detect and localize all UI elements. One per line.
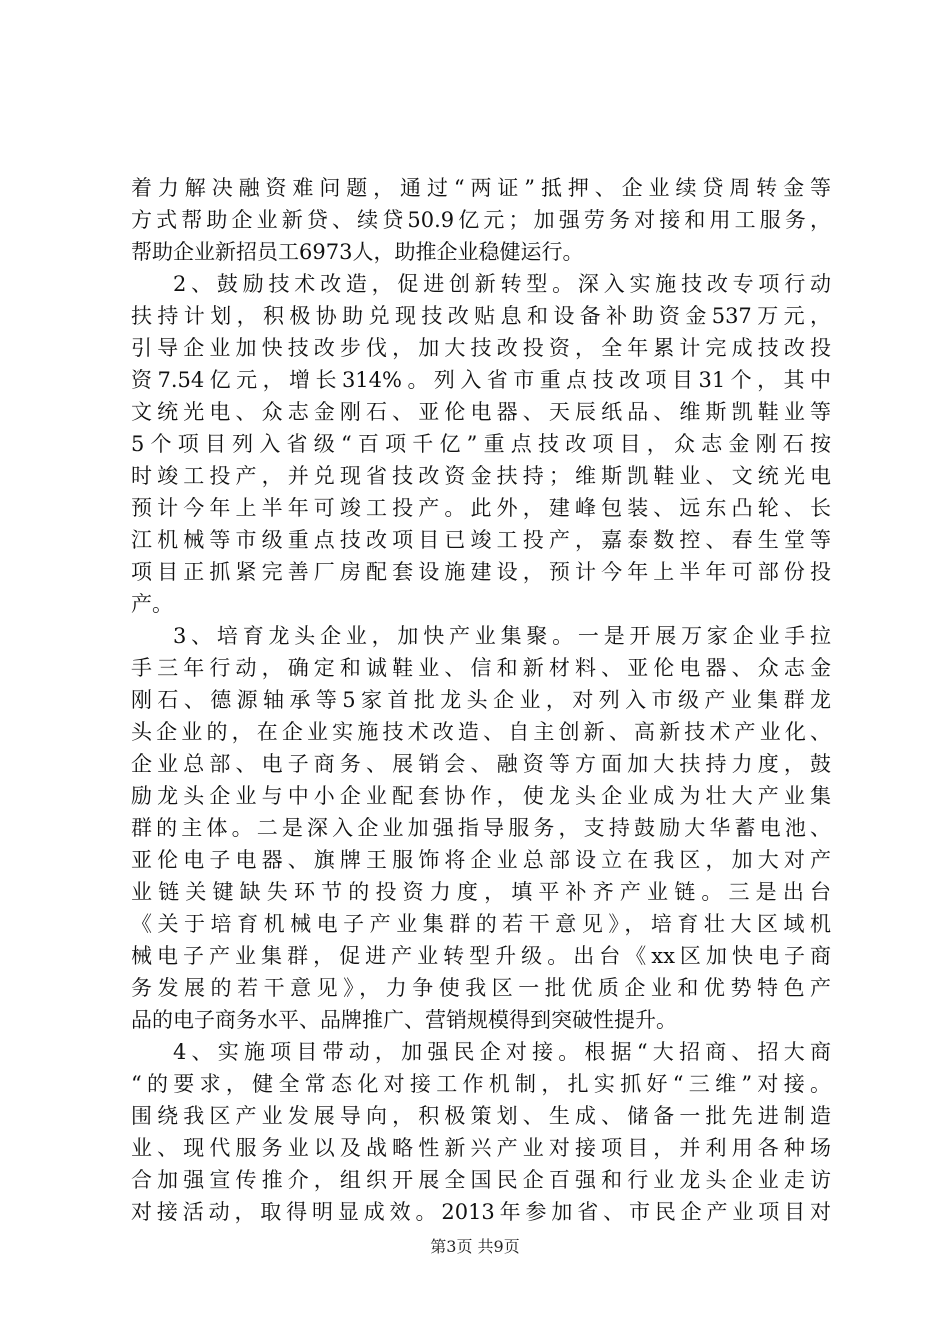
text-line: 着力解决融资难问题，通过“两证”抵押、企业续贷周转金等 <box>131 176 831 200</box>
text-line: 群的主体。二是深入企业加强指导服务，支持鼓励大华蓄电池、 <box>131 816 831 840</box>
text-line: 扶持计划，积极协助兑现技改贴息和设备补助资金537万元， <box>131 304 831 328</box>
page-number-label: 第3页 共9页 <box>430 1237 520 1256</box>
text-line: 亚伦电子电器、旗牌王服饰将企业总部设立在我区，加大对产 <box>131 848 831 872</box>
document-body <box>131 172 831 1228</box>
text-line: 械电子产业集群，促进产业转型升级。出台《xx区加快电子商 <box>131 944 831 968</box>
paragraph-4-first-line: 4、实施项目带动，加强民企对接。根据“大招商、招大商 <box>173 1040 831 1064</box>
text-line: 品的电子商务水平、品牌推广、营销规模得到突破性提升。 <box>131 1008 677 1032</box>
text-line: 头企业的，在企业实施技术改造、自主创新、高新技术产业化、 <box>131 720 831 744</box>
text-line: 业链关键缺失环节的投资力度，填平补齐产业链。三是出台 <box>131 880 831 904</box>
text-line: “的要求，健全常态化对接工作机制，扎实抓好“三维”对接。 <box>131 1072 831 1096</box>
text-line: 帮助企业新招员工6973人，助推企业稳健运行。 <box>131 240 584 264</box>
text-line: 5个项目列入省级“百项千亿”重点技改项目，众志金刚石按 <box>131 432 831 456</box>
text-line: 预计今年上半年可竣工投产。此外，建峰包装、远东凸轮、长 <box>131 496 831 520</box>
text-line: 产。 <box>131 592 173 616</box>
text-line: 文统光电、众志金刚石、亚伦电器、天辰纸品、维斯凯鞋业等 <box>131 400 831 424</box>
text-line: 励龙头企业与中小企业配套协作，使龙头企业成为壮大产业集 <box>131 784 831 808</box>
text-line: 合加强宣传推介，组织开展全国民企百强和行业龙头企业走访 <box>131 1168 831 1192</box>
text-line: 手三年行动，确定和诚鞋业、信和新材料、亚伦电器、众志金 <box>131 656 831 680</box>
text-line: 《关于培育机械电子产业集群的若干意见》，培育壮大区域机 <box>131 912 831 936</box>
text-line: 对接活动，取得明显成效。2013年参加省、市民企产业项目对 <box>131 1200 831 1224</box>
text-line: 项目正抓紧完善厂房配套设施建设，预计今年上半年可部份投 <box>131 560 831 584</box>
paragraph-2-first-line: 2、鼓励技术改造，促进创新转型。深入实施技改专项行动 <box>173 272 831 296</box>
text-line: 企业总部、电子商务、展销会、融资等方面加大扶持力度，鼓 <box>131 752 831 776</box>
text-line: 围绕我区产业发展导向，积极策划、生成、储备一批先进制造 <box>131 1104 831 1128</box>
text-line: 业、现代服务业以及战略性新兴产业对接项目，并利用各种场 <box>131 1136 831 1160</box>
text-line: 资7.54亿元，增长314%。列入省市重点技改项目31个，其中 <box>131 368 831 392</box>
text-line: 务发展的若干意见》，力争使我区一批优质企业和优势特色产 <box>131 976 831 1000</box>
text-line: 刚石、德源轴承等5家首批龙头企业，对列入市级产业集群龙 <box>131 688 831 712</box>
text-line: 方式帮助企业新贷、续贷50.9亿元；加强劳务对接和用工服务， <box>131 208 831 232</box>
text-line: 江机械等市级重点技改项目已竣工投产，嘉泰数控、春生堂等 <box>131 528 831 552</box>
page-footer <box>0 1237 950 1257</box>
paragraph-3-first-line: 3、培育龙头企业，加快产业集聚。一是开展万家企业手拉 <box>173 624 831 648</box>
text-line: 引导企业加快技改步伐，加大技改投资，全年累计完成技改投 <box>131 336 831 360</box>
text-line: 时竣工投产，并兑现省技改资金扶持；维斯凯鞋业、文统光电 <box>131 464 831 488</box>
